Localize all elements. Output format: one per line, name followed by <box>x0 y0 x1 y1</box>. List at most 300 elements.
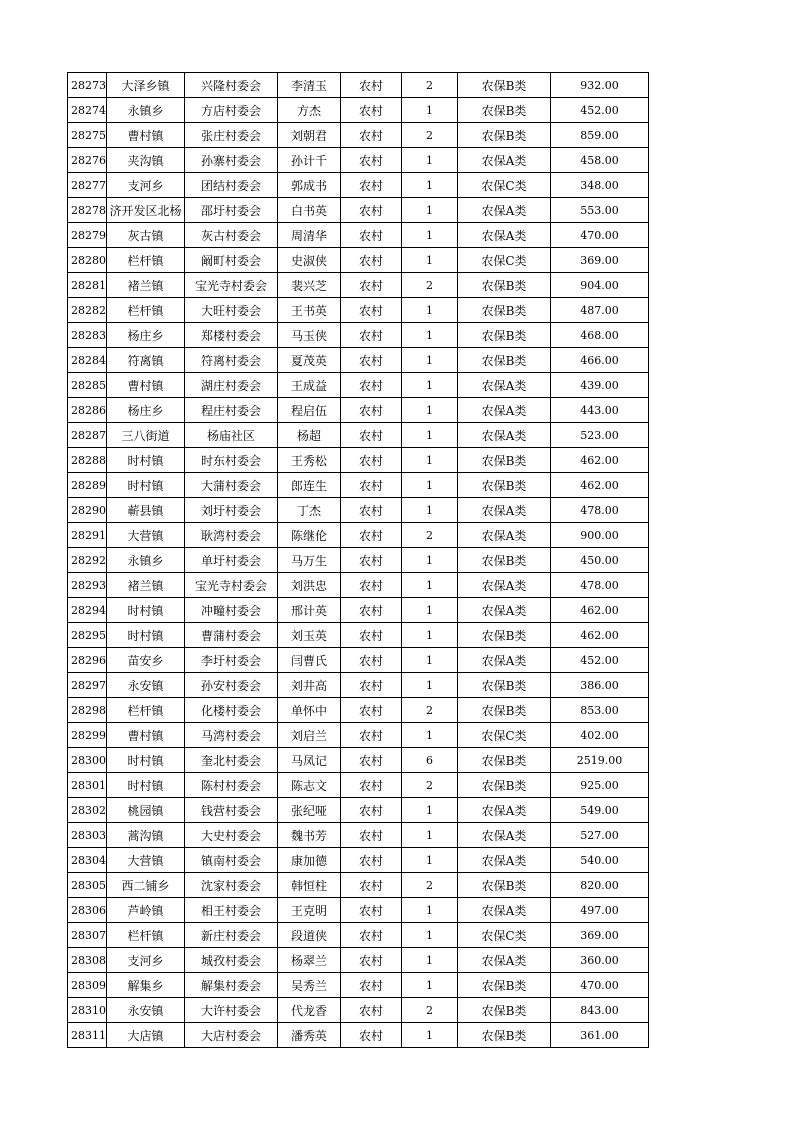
record-id-cell: 28285 <box>68 373 107 398</box>
table-row <box>68 848 649 873</box>
insurance-category-cell: 农保B类 <box>458 873 551 898</box>
village-committee-cell: 奎北村委会 <box>185 748 278 773</box>
amount-cell: 386.00 <box>551 673 649 698</box>
area-type-cell: 农村 <box>341 748 402 773</box>
insurance-category-cell: 农保B类 <box>458 1023 551 1048</box>
township-cell: 永镇乡 <box>107 98 185 123</box>
amount-cell: 402.00 <box>551 723 649 748</box>
household-count-cell: 2 <box>402 873 458 898</box>
name-cell: 陈继伦 <box>278 523 341 548</box>
amount-cell: 904.00 <box>551 273 649 298</box>
record-id-cell: 28310 <box>68 998 107 1023</box>
village-committee-cell: 时东村委会 <box>185 448 278 473</box>
village-committee-cell: 马湾村委会 <box>185 723 278 748</box>
name-cell: 孙计千 <box>278 148 341 173</box>
record-id-cell: 28290 <box>68 498 107 523</box>
village-committee-cell: 耿湾村委会 <box>185 523 278 548</box>
table-row <box>68 898 649 923</box>
name-cell: 夏茂英 <box>278 348 341 373</box>
amount-cell: 540.00 <box>551 848 649 873</box>
table-row <box>68 623 649 648</box>
household-count-cell: 1 <box>402 923 458 948</box>
name-cell: 闫曹氏 <box>278 648 341 673</box>
township-cell: 灰古镇 <box>107 223 185 248</box>
insurance-category-cell: 农保A类 <box>458 798 551 823</box>
insurance-category-cell: 农保B类 <box>458 773 551 798</box>
township-cell: 蕲县镇 <box>107 498 185 523</box>
insurance-category-cell: 农保A类 <box>458 823 551 848</box>
household-count-cell: 2 <box>402 523 458 548</box>
township-cell: 大营镇 <box>107 848 185 873</box>
area-type-cell: 农村 <box>341 498 402 523</box>
amount-cell: 470.00 <box>551 223 649 248</box>
village-committee-cell: 灰古村委会 <box>185 223 278 248</box>
area-type-cell: 农村 <box>341 898 402 923</box>
household-count-cell: 1 <box>402 148 458 173</box>
table-row <box>68 523 649 548</box>
village-committee-cell: 宝光寺村委会 <box>185 573 278 598</box>
name-cell: 王秀松 <box>278 448 341 473</box>
record-id-cell: 28287 <box>68 423 107 448</box>
record-id-cell: 28296 <box>68 648 107 673</box>
area-type-cell: 农村 <box>341 373 402 398</box>
amount-cell: 2519.00 <box>551 748 649 773</box>
area-type-cell: 农村 <box>341 923 402 948</box>
area-type-cell: 农村 <box>341 98 402 123</box>
record-id-cell: 28274 <box>68 98 107 123</box>
amount-cell: 450.00 <box>551 548 649 573</box>
township-cell: 永安镇 <box>107 673 185 698</box>
record-id-cell: 28309 <box>68 973 107 998</box>
amount-cell: 843.00 <box>551 998 649 1023</box>
household-count-cell: 2 <box>402 773 458 798</box>
household-count-cell: 1 <box>402 298 458 323</box>
table-row <box>68 323 649 348</box>
record-id-cell: 28280 <box>68 248 107 273</box>
household-count-cell: 1 <box>402 248 458 273</box>
area-type-cell: 农村 <box>341 73 402 98</box>
household-count-cell: 6 <box>402 748 458 773</box>
name-cell: 张纪哑 <box>278 798 341 823</box>
village-committee-cell: 曹蒲村委会 <box>185 623 278 648</box>
household-count-cell: 1 <box>402 423 458 448</box>
village-committee-cell: 邵圩村委会 <box>185 198 278 223</box>
village-committee-cell: 刘圩村委会 <box>185 498 278 523</box>
area-type-cell: 农村 <box>341 473 402 498</box>
township-cell: 大店镇 <box>107 1023 185 1048</box>
area-type-cell: 农村 <box>341 623 402 648</box>
township-cell: 杨庄乡 <box>107 398 185 423</box>
table-row <box>68 373 649 398</box>
household-count-cell: 1 <box>402 1023 458 1048</box>
village-committee-cell: 解集村委会 <box>185 973 278 998</box>
township-cell: 杨庄乡 <box>107 323 185 348</box>
insurance-category-cell: 农保B类 <box>458 448 551 473</box>
village-committee-cell: 钱营村委会 <box>185 798 278 823</box>
village-committee-cell: 兴隆村委会 <box>185 73 278 98</box>
household-count-cell: 1 <box>402 648 458 673</box>
insurance-category-cell: 农保A类 <box>458 423 551 448</box>
record-id-cell: 28288 <box>68 448 107 473</box>
area-type-cell: 农村 <box>341 798 402 823</box>
name-cell: 马玉侠 <box>278 323 341 348</box>
amount-cell: 900.00 <box>551 523 649 548</box>
village-committee-cell: 李圩村委会 <box>185 648 278 673</box>
township-cell: 时村镇 <box>107 598 185 623</box>
township-cell: 芦岭镇 <box>107 898 185 923</box>
table-row <box>68 773 649 798</box>
area-type-cell: 农村 <box>341 123 402 148</box>
record-id-cell: 28286 <box>68 398 107 423</box>
area-type-cell: 农村 <box>341 273 402 298</box>
township-cell: 大营镇 <box>107 523 185 548</box>
village-committee-cell: 湖庄村委会 <box>185 373 278 398</box>
amount-cell: 553.00 <box>551 198 649 223</box>
area-type-cell: 农村 <box>341 423 402 448</box>
name-cell: 刘玉英 <box>278 623 341 648</box>
area-type-cell: 农村 <box>341 848 402 873</box>
household-count-cell: 1 <box>402 373 458 398</box>
village-committee-cell: 杨庙社区 <box>185 423 278 448</box>
area-type-cell: 农村 <box>341 548 402 573</box>
amount-cell: 468.00 <box>551 323 649 348</box>
insurance-category-cell: 农保A类 <box>458 848 551 873</box>
household-count-cell: 1 <box>402 623 458 648</box>
record-id-cell: 28311 <box>68 1023 107 1048</box>
amount-cell: 523.00 <box>551 423 649 448</box>
record-id-cell: 28305 <box>68 873 107 898</box>
household-count-cell: 1 <box>402 723 458 748</box>
area-type-cell: 农村 <box>341 598 402 623</box>
name-cell: 刘井高 <box>278 673 341 698</box>
insurance-category-cell: 农保C类 <box>458 923 551 948</box>
area-type-cell: 农村 <box>341 973 402 998</box>
household-count-cell: 1 <box>402 823 458 848</box>
amount-cell: 549.00 <box>551 798 649 823</box>
record-id-cell: 28282 <box>68 298 107 323</box>
table-row <box>68 648 649 673</box>
table-row <box>68 223 649 248</box>
record-id-cell: 28304 <box>68 848 107 873</box>
household-count-cell: 1 <box>402 448 458 473</box>
name-cell: 郎连生 <box>278 473 341 498</box>
household-count-cell: 2 <box>402 123 458 148</box>
insurance-category-cell: 农保B类 <box>458 973 551 998</box>
record-id-cell: 28281 <box>68 273 107 298</box>
insurance-category-cell: 农保C类 <box>458 723 551 748</box>
name-cell: 杨翠兰 <box>278 948 341 973</box>
record-id-cell: 28298 <box>68 698 107 723</box>
record-id-cell: 28291 <box>68 523 107 548</box>
area-type-cell: 农村 <box>341 148 402 173</box>
insurance-category-cell: 农保A类 <box>458 898 551 923</box>
name-cell: 陈志文 <box>278 773 341 798</box>
table-row <box>68 98 649 123</box>
household-count-cell: 1 <box>402 598 458 623</box>
name-cell: 李清玉 <box>278 73 341 98</box>
insurance-category-cell: 农保B类 <box>458 998 551 1023</box>
table-row <box>68 698 649 723</box>
name-cell: 程启伍 <box>278 398 341 423</box>
table-row <box>68 248 649 273</box>
area-type-cell: 农村 <box>341 773 402 798</box>
record-id-cell: 28308 <box>68 948 107 973</box>
amount-cell: 369.00 <box>551 923 649 948</box>
area-type-cell: 农村 <box>341 873 402 898</box>
village-committee-cell: 大许村委会 <box>185 998 278 1023</box>
area-type-cell: 农村 <box>341 673 402 698</box>
amount-cell: 470.00 <box>551 973 649 998</box>
township-cell: 桃园镇 <box>107 798 185 823</box>
township-cell: 时村镇 <box>107 623 185 648</box>
insurance-category-cell: 农保B类 <box>458 748 551 773</box>
amount-cell: 859.00 <box>551 123 649 148</box>
area-type-cell: 农村 <box>341 323 402 348</box>
township-cell: 苗安乡 <box>107 648 185 673</box>
table-row <box>68 423 649 448</box>
name-cell: 周清华 <box>278 223 341 248</box>
amount-cell: 478.00 <box>551 573 649 598</box>
record-id-cell: 28301 <box>68 773 107 798</box>
township-cell: 夹沟镇 <box>107 148 185 173</box>
household-count-cell: 1 <box>402 223 458 248</box>
township-cell: 永镇乡 <box>107 548 185 573</box>
area-type-cell: 农村 <box>341 648 402 673</box>
township-cell: 栏杆镇 <box>107 698 185 723</box>
name-cell: 裴兴芝 <box>278 273 341 298</box>
township-cell: 时村镇 <box>107 473 185 498</box>
name-cell: 丁杰 <box>278 498 341 523</box>
area-type-cell: 农村 <box>341 298 402 323</box>
amount-cell: 439.00 <box>551 373 649 398</box>
township-cell: 济开发区北杨 <box>107 198 185 223</box>
amount-cell: 462.00 <box>551 623 649 648</box>
insurance-category-cell: 农保A类 <box>458 948 551 973</box>
amount-cell: 853.00 <box>551 698 649 723</box>
township-cell: 永安镇 <box>107 998 185 1023</box>
name-cell: 康加德 <box>278 848 341 873</box>
table-row <box>68 673 649 698</box>
amount-cell: 452.00 <box>551 98 649 123</box>
area-type-cell: 农村 <box>341 448 402 473</box>
village-committee-cell: 陈村村委会 <box>185 773 278 798</box>
village-committee-cell: 张庄村委会 <box>185 123 278 148</box>
table-row <box>68 548 649 573</box>
insurance-category-cell: 农保A类 <box>458 148 551 173</box>
village-committee-cell: 城孜村委会 <box>185 948 278 973</box>
name-cell: 王书英 <box>278 298 341 323</box>
table-row <box>68 723 649 748</box>
insurance-category-cell: 农保B类 <box>458 548 551 573</box>
record-id-cell: 28302 <box>68 798 107 823</box>
area-type-cell: 农村 <box>341 173 402 198</box>
village-committee-cell: 沈家村委会 <box>185 873 278 898</box>
table-row <box>68 973 649 998</box>
household-count-cell: 1 <box>402 348 458 373</box>
record-id-cell: 28303 <box>68 823 107 848</box>
record-id-cell: 28292 <box>68 548 107 573</box>
insurance-category-cell: 农保A类 <box>458 198 551 223</box>
township-cell: 时村镇 <box>107 773 185 798</box>
township-cell: 褚兰镇 <box>107 573 185 598</box>
household-count-cell: 1 <box>402 848 458 873</box>
township-cell: 褚兰镇 <box>107 273 185 298</box>
village-committee-cell: 新庄村委会 <box>185 923 278 948</box>
amount-cell: 462.00 <box>551 473 649 498</box>
household-count-cell: 1 <box>402 798 458 823</box>
table-row <box>68 273 649 298</box>
insurance-category-cell: 农保A类 <box>458 498 551 523</box>
amount-cell: 925.00 <box>551 773 649 798</box>
name-cell: 刘洪忠 <box>278 573 341 598</box>
table-row <box>68 173 649 198</box>
insurance-category-cell: 农保C类 <box>458 173 551 198</box>
household-count-cell: 2 <box>402 698 458 723</box>
table-row <box>68 473 649 498</box>
record-id-cell: 28289 <box>68 473 107 498</box>
household-count-cell: 1 <box>402 898 458 923</box>
table-row <box>68 998 649 1023</box>
table-row <box>68 598 649 623</box>
name-cell: 史淑侠 <box>278 248 341 273</box>
household-count-cell: 1 <box>402 323 458 348</box>
table-row <box>68 798 649 823</box>
township-cell: 曹村镇 <box>107 723 185 748</box>
amount-cell: 932.00 <box>551 73 649 98</box>
area-type-cell: 农村 <box>341 523 402 548</box>
township-cell: 三八街道 <box>107 423 185 448</box>
household-count-cell: 2 <box>402 73 458 98</box>
amount-cell: 361.00 <box>551 1023 649 1048</box>
table-row <box>68 298 649 323</box>
record-id-cell: 28295 <box>68 623 107 648</box>
record-id-cell: 28297 <box>68 673 107 698</box>
record-id-cell: 28276 <box>68 148 107 173</box>
insurance-category-cell: 农保B类 <box>458 623 551 648</box>
name-cell: 潘秀英 <box>278 1023 341 1048</box>
amount-cell: 478.00 <box>551 498 649 523</box>
record-id-cell: 28293 <box>68 573 107 598</box>
table-row <box>68 948 649 973</box>
area-type-cell: 农村 <box>341 1023 402 1048</box>
amount-cell: 348.00 <box>551 173 649 198</box>
village-committee-cell: 冲疃村委会 <box>185 598 278 623</box>
name-cell: 吴秀兰 <box>278 973 341 998</box>
insurance-category-cell: 农保A类 <box>458 223 551 248</box>
area-type-cell: 农村 <box>341 998 402 1023</box>
amount-cell: 360.00 <box>551 948 649 973</box>
household-count-cell: 2 <box>402 998 458 1023</box>
township-cell: 栏杆镇 <box>107 248 185 273</box>
insurance-category-cell: 农保A类 <box>458 398 551 423</box>
amount-cell: 497.00 <box>551 898 649 923</box>
village-committee-cell: 符离村委会 <box>185 348 278 373</box>
township-cell: 时村镇 <box>107 448 185 473</box>
area-type-cell: 农村 <box>341 223 402 248</box>
insurance-category-cell: 农保A类 <box>458 648 551 673</box>
village-committee-cell: 大店村委会 <box>185 1023 278 1048</box>
amount-cell: 820.00 <box>551 873 649 898</box>
village-committee-cell: 团结村委会 <box>185 173 278 198</box>
record-id-cell: 28275 <box>68 123 107 148</box>
insurance-category-cell: 农保A类 <box>458 373 551 398</box>
township-cell: 支河乡 <box>107 173 185 198</box>
village-committee-cell: 阚町村委会 <box>185 248 278 273</box>
household-count-cell: 1 <box>402 973 458 998</box>
village-committee-cell: 孙寨村委会 <box>185 148 278 173</box>
table-row <box>68 748 649 773</box>
insurance-category-cell: 农保A类 <box>458 573 551 598</box>
record-id-cell: 28283 <box>68 323 107 348</box>
village-committee-cell: 大蒲村委会 <box>185 473 278 498</box>
village-committee-cell: 大旺村委会 <box>185 298 278 323</box>
table-row <box>68 873 649 898</box>
area-type-cell: 农村 <box>341 348 402 373</box>
amount-cell: 527.00 <box>551 823 649 848</box>
amount-cell: 452.00 <box>551 648 649 673</box>
insurance-category-cell: 农保B类 <box>458 273 551 298</box>
township-cell: 曹村镇 <box>107 373 185 398</box>
record-id-cell: 28277 <box>68 173 107 198</box>
name-cell: 刘启兰 <box>278 723 341 748</box>
table-row <box>68 148 649 173</box>
amount-cell: 369.00 <box>551 248 649 273</box>
township-cell: 时村镇 <box>107 748 185 773</box>
record-id-cell: 28307 <box>68 923 107 948</box>
village-committee-cell: 相王村委会 <box>185 898 278 923</box>
household-count-cell: 1 <box>402 673 458 698</box>
village-committee-cell: 单圩村委会 <box>185 548 278 573</box>
area-type-cell: 农村 <box>341 723 402 748</box>
record-id-cell: 28300 <box>68 748 107 773</box>
insurance-category-cell: 农保B类 <box>458 673 551 698</box>
record-id-cell: 28279 <box>68 223 107 248</box>
area-type-cell: 农村 <box>341 398 402 423</box>
township-cell: 支河乡 <box>107 948 185 973</box>
village-committee-cell: 孙安村委会 <box>185 673 278 698</box>
table-row <box>68 398 649 423</box>
household-count-cell: 1 <box>402 498 458 523</box>
amount-cell: 462.00 <box>551 448 649 473</box>
table-row <box>68 123 649 148</box>
township-cell: 大泽乡镇 <box>107 73 185 98</box>
household-count-cell: 1 <box>402 398 458 423</box>
township-cell: 符离镇 <box>107 348 185 373</box>
household-count-cell: 1 <box>402 98 458 123</box>
household-count-cell: 1 <box>402 573 458 598</box>
amount-cell: 466.00 <box>551 348 649 373</box>
village-committee-cell: 程庄村委会 <box>185 398 278 423</box>
record-id-cell: 28273 <box>68 73 107 98</box>
area-type-cell: 农村 <box>341 948 402 973</box>
name-cell: 代龙香 <box>278 998 341 1023</box>
household-count-cell: 1 <box>402 948 458 973</box>
insurance-category-cell: 农保B类 <box>458 698 551 723</box>
name-cell: 白书英 <box>278 198 341 223</box>
township-cell: 蒿沟镇 <box>107 823 185 848</box>
name-cell: 邢计英 <box>278 598 341 623</box>
table-row <box>68 198 649 223</box>
household-count-cell: 1 <box>402 173 458 198</box>
insurance-category-cell: 农保B类 <box>458 123 551 148</box>
village-committee-cell: 大史村委会 <box>185 823 278 848</box>
relief-roster-table <box>67 72 649 1048</box>
insurance-category-cell: 农保B类 <box>458 98 551 123</box>
table-row <box>68 573 649 598</box>
insurance-category-cell: 农保A类 <box>458 598 551 623</box>
record-id-cell: 28278 <box>68 198 107 223</box>
amount-cell: 458.00 <box>551 148 649 173</box>
